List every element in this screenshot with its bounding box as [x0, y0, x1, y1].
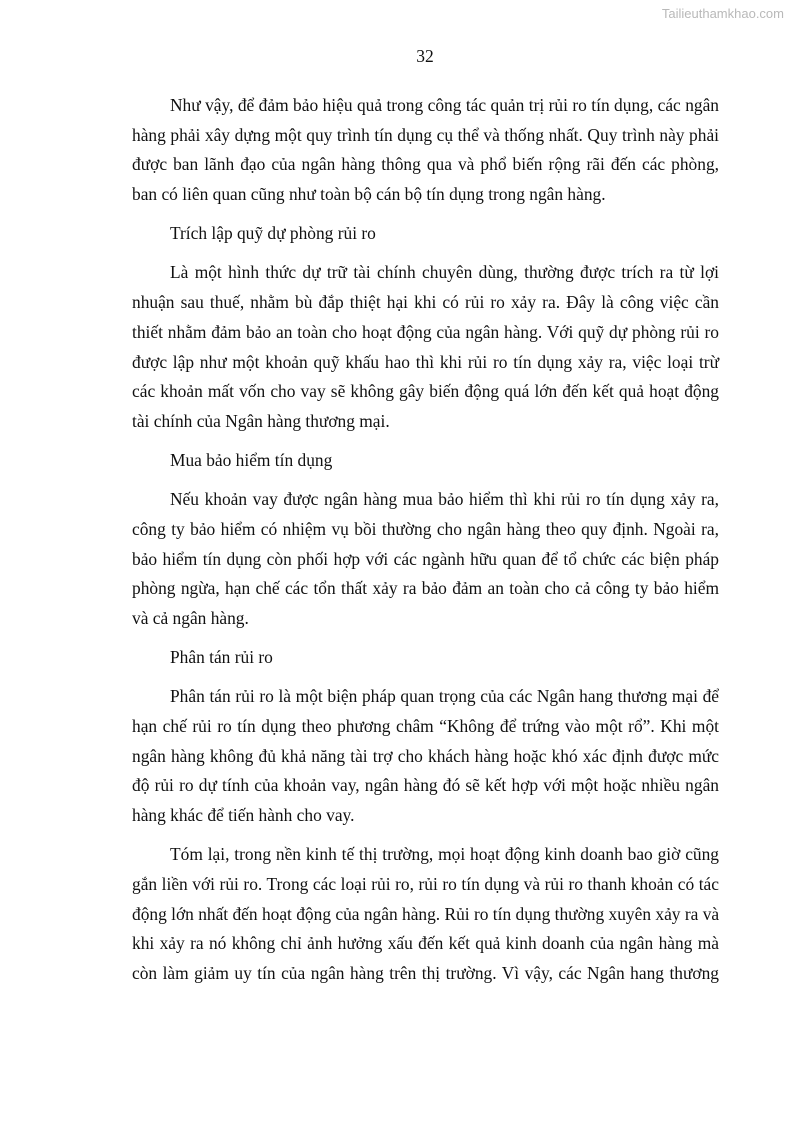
document-body: [132, 91, 719, 989]
text-line: được ban lãnh đạo của ngân hàng thông qua và phổ biến rộng rãi đến các phòng,: [132, 154, 719, 175]
text-line: nhuận sau thuế, nhằm bù đắp thiệt hại khi có rủi ro xảy ra. Đây là công việc cần: [132, 292, 719, 313]
text-line: còn làm giảm uy tín của ngân hàng trên thị trường. Vì vậy, các Ngân hang thương: [132, 963, 719, 984]
text-line: hàng phải xây dựng một quy trình tín dụng cụ thể và thống nhất. Quy trình này phải: [132, 124, 719, 145]
text-line: độ rủi ro dự tính của khoản vay, ngân hàng đó sẽ kết hợp với một hoặc nhiều ngân: [132, 775, 719, 796]
text-line: bảo hiểm tín dụng còn phối hợp với các ngành hữu quan để tổ chức các biện pháp: [132, 548, 719, 569]
paragraph: [132, 840, 719, 988]
text-line: và cả ngân hàng.: [132, 608, 249, 628]
text-line: Nếu khoản vay được ngân hàng mua bảo hiểm thì khi rủi ro tín dụng xảy ra,: [170, 489, 719, 510]
text-line: thiết nhằm đảm bảo an toàn cho hoạt động của ngân hàng. Với quỹ dự phòng rủi ro: [132, 321, 719, 342]
text-line: động lớn nhất đến hoạt động của ngân hàng. Rủi ro tín dụng thường xuyên xảy ra và: [132, 903, 720, 924]
text-line: Phân tán rủi ro là một biện pháp quan trọng của các Ngân hang thương mại để: [170, 686, 719, 707]
text-line: các khoản mất vốn cho vay sẽ không gây biến động quá lớn đến kết quả hoạt động: [132, 381, 719, 402]
text-line: ngân hàng không đủ khả năng tài trợ cho khách hàng hoặc khó xác định được mức: [132, 745, 719, 766]
text-line: Là một hình thức dự trữ tài chính chuyên dùng, thường được trích ra từ lợi: [170, 262, 719, 283]
section-heading: Phân tán rủi ro: [170, 647, 273, 668]
text-line: ban có liên quan cũng như toàn bộ cán bộ tín dụng trong ngân hàng.: [132, 184, 606, 205]
paragraph: [132, 258, 719, 436]
watermark: Tailieuthamkhao.com: [661, 6, 784, 21]
text-line: được lập như một khoản quỹ khấu hao thì khi rủi ro tín dụng xảy ra, việc loại trừ: [132, 351, 719, 372]
text-line: khi xảy ra nó không chỉ ảnh hưởng xấu đến kết quả kinh doanh của ngân hàng mà: [132, 933, 719, 954]
paragraph: [132, 682, 719, 830]
text-line: gắn liền với rủi ro. Trong các loại rủi ro, rủi ro tín dụng và rủi ro thanh khoản có tác: [132, 874, 719, 894]
text-line: hàng khác để tiến hành cho vay.: [132, 805, 355, 826]
text-line: tài chính của Ngân hàng thương mại.: [132, 410, 390, 431]
paragraph: [132, 485, 719, 633]
text-line: Như vậy, để đảm bảo hiệu quả trong công tác quản trị rủi ro tín dụng, các ngân: [170, 95, 719, 115]
section-heading: Trích lập quỹ dự phòng rủi ro: [170, 223, 376, 244]
text-line: hạn chế rủi ro tín dụng theo phương châm “Không để trứng vào một rổ”. Khi một: [132, 716, 719, 737]
paragraph: [132, 91, 719, 210]
page-number: 32: [416, 46, 434, 66]
text-line: công ty bảo hiểm có nhiệm vụ bồi thường cho ngân hàng theo quy định. Ngoài ra,: [132, 518, 719, 539]
text-line: phòng ngừa, hạn chế các tổn thất xảy ra bảo đảm an toàn cho cả công ty bảo hiểm: [132, 578, 719, 599]
section-heading: Mua bảo hiểm tín dụng: [170, 450, 333, 471]
text-line: Tóm lại, trong nền kinh tế thị trường, mọi hoạt động kinh doanh bao giờ cũng: [170, 844, 719, 865]
